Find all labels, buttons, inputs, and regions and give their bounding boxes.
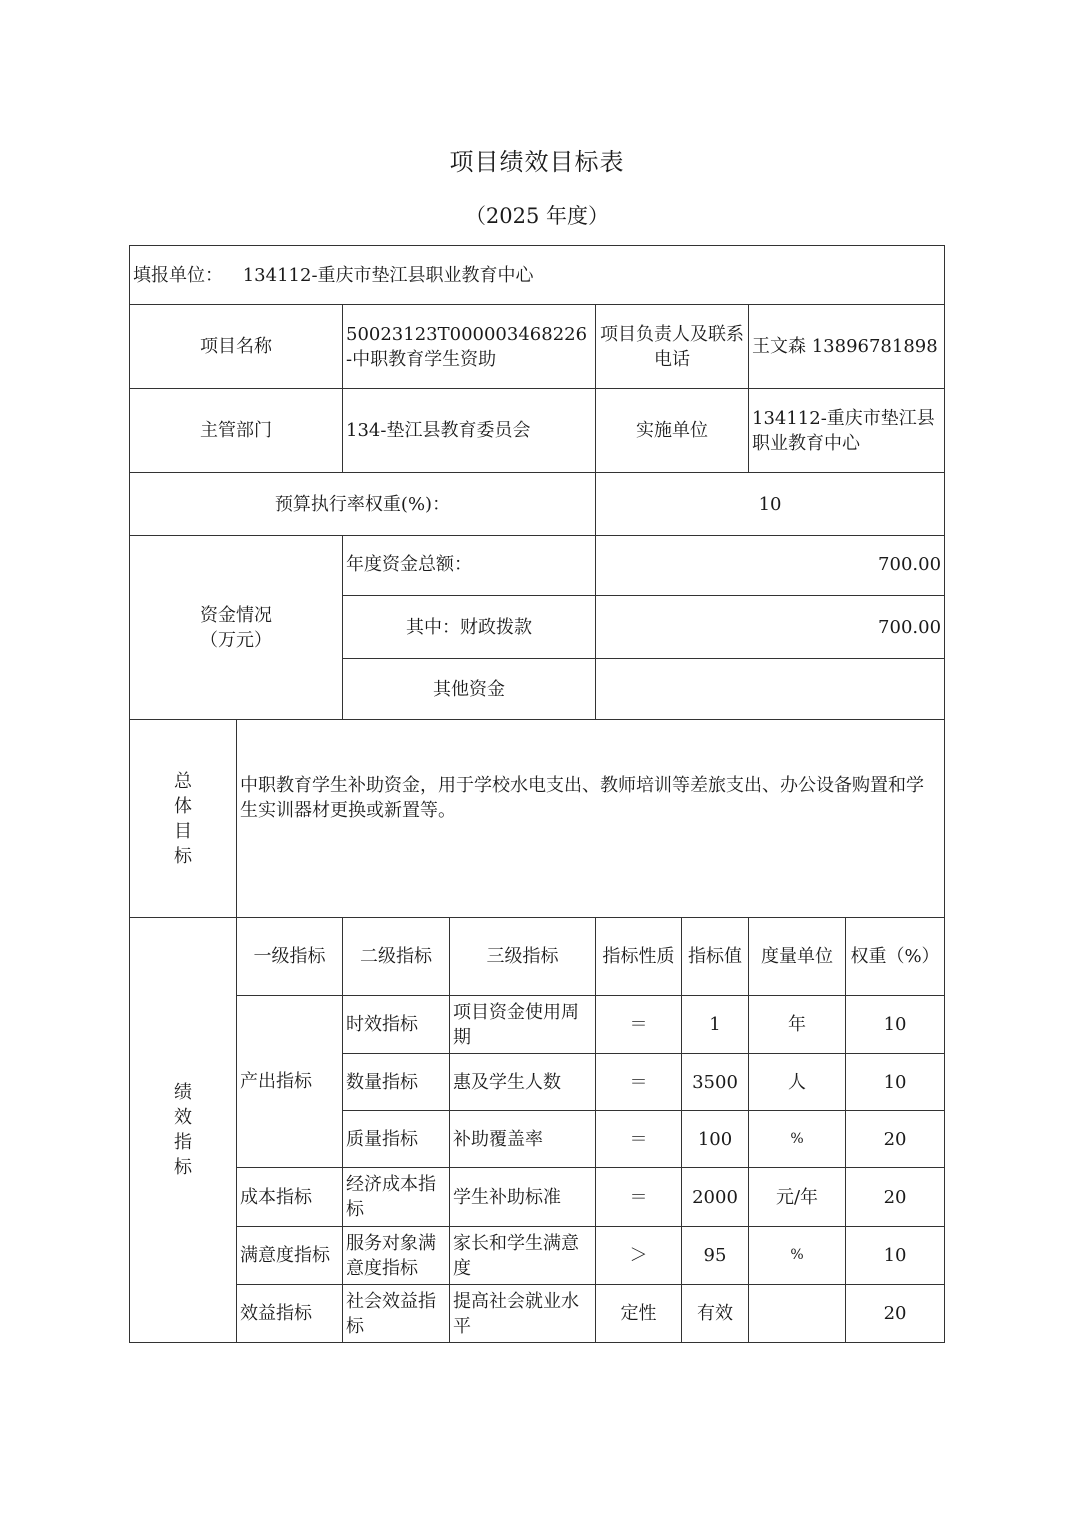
row-nature: ＝ (596, 1111, 682, 1168)
row-level3: 学生补助标准 (450, 1168, 596, 1227)
dept-label: 主管部门 (130, 389, 343, 473)
row-level3: 提高社会就业水平 (450, 1285, 596, 1343)
row-value: 95 (682, 1227, 749, 1285)
row-level3: 家长和学生满意度 (450, 1227, 596, 1285)
row-level1: 效益指标 (237, 1285, 343, 1343)
dept-value: 134-垫江县教育委员会 (343, 389, 596, 473)
row-level1: 成本指标 (237, 1168, 343, 1227)
goal-char: 总 (174, 770, 192, 792)
header-nature: 指标性质 (596, 918, 682, 996)
header-level1: 一级指标 (237, 918, 343, 996)
row-level2: 经济成本指标 (343, 1168, 450, 1227)
row-weight: 20 (846, 1168, 945, 1227)
row-unit (749, 1285, 846, 1343)
goal-char: 标 (174, 845, 192, 867)
row-weight: 10 (846, 996, 945, 1054)
other-funds-label: 其他资金 (343, 659, 596, 720)
row-unit: 年 (749, 996, 846, 1054)
impl-unit-value: 134112-重庆市垫江县职业教育中心 (749, 389, 945, 473)
row-value: 100 (682, 1111, 749, 1168)
row-unit: 元/年 (749, 1168, 846, 1227)
row-weight: 10 (846, 1227, 945, 1285)
header-value: 指标值 (682, 918, 749, 996)
indicator-char: 效 (174, 1107, 192, 1128)
funds-label-line2: （万元） (200, 629, 272, 651)
funds-label-line1: 资金情况 (200, 604, 272, 626)
other-funds-value (596, 659, 945, 720)
year-subtitle: （2025 年度） (464, 204, 610, 228)
indicator-char: 指 (174, 1132, 192, 1153)
row-level3: 惠及学生人数 (450, 1054, 596, 1111)
total-funds-label: 年度资金总额： (343, 536, 596, 596)
fiscal-funds-value: 700.00 (596, 596, 945, 659)
table-row (130, 1285, 945, 1343)
row-level3: 项目资金使用周期 (450, 996, 596, 1054)
budget-weight-value: 10 (596, 473, 945, 536)
output-group-label: 产出指标 (237, 996, 343, 1168)
overall-goal-text: 中职教育学生补助资金，用于学校水电支出、教师培训等差旅支出、办公设备购置和学生实训器材更换或新置等。 (237, 720, 945, 918)
project-contact-label: 项目负责人及联系电话 (596, 305, 749, 389)
funds-label (130, 536, 343, 720)
row-weight: 10 (846, 1054, 945, 1111)
row-nature: 定性 (596, 1285, 682, 1343)
row-value: 1 (682, 996, 749, 1054)
fiscal-funds-label: 其中：财政拨款 (343, 596, 596, 659)
row-level2: 社会效益指标 (343, 1285, 450, 1343)
row-value: 2000 (682, 1168, 749, 1227)
row-level2: 服务对象满意度指标 (343, 1227, 450, 1285)
row-nature: ＝ (596, 996, 682, 1054)
row-unit: % (749, 1227, 846, 1285)
performance-table (129, 245, 945, 1343)
header-level3: 三级指标 (450, 918, 596, 996)
row-value: 有效 (682, 1285, 749, 1343)
row-level1: 满意度指标 (237, 1227, 343, 1285)
project-contact-value: 王文森 13896781898 (749, 305, 945, 389)
total-funds-value: 700.00 (596, 536, 945, 596)
indicators-label (130, 918, 237, 1343)
page-title: 项目绩效目标表 (449, 148, 625, 176)
row-nature: ＞ (596, 1227, 682, 1285)
row-level2: 质量指标 (343, 1111, 450, 1168)
goal-char: 体 (174, 795, 192, 817)
row-level3: 补助覆盖率 (450, 1111, 596, 1168)
indicator-char: 标 (174, 1157, 192, 1178)
project-name-value: 50023123T000003468226-中职教育学生资助 (343, 305, 596, 389)
table-row (130, 996, 945, 1054)
header-level2: 二级指标 (343, 918, 450, 996)
row-nature: ＝ (596, 1054, 682, 1111)
reporting-unit-label: 填报单位： (133, 264, 223, 286)
row-level2: 时效指标 (343, 996, 450, 1054)
table-row (130, 1227, 945, 1285)
row-value: 3500 (682, 1054, 749, 1111)
overall-goal-label (130, 720, 237, 918)
indicator-char: 绩 (174, 1082, 192, 1103)
impl-unit-label: 实施单位 (596, 389, 749, 473)
table-row (130, 1168, 945, 1227)
row-weight: 20 (846, 1111, 945, 1168)
project-name-label: 项目名称 (130, 305, 343, 389)
row-unit: % (749, 1111, 846, 1168)
reporting-unit-cell (130, 246, 945, 305)
reporting-unit-value: 134112-重庆市垫江县职业教育中心 (242, 264, 534, 286)
row-weight: 20 (846, 1285, 945, 1343)
row-unit: 人 (749, 1054, 846, 1111)
goal-char: 目 (174, 820, 192, 842)
row-level2: 数量指标 (343, 1054, 450, 1111)
budget-weight-label: 预算执行率权重(%)： (130, 473, 596, 536)
row-nature: ＝ (596, 1168, 682, 1227)
header-weight: 权重（%） (846, 918, 945, 996)
header-unit: 度量单位 (749, 918, 846, 996)
